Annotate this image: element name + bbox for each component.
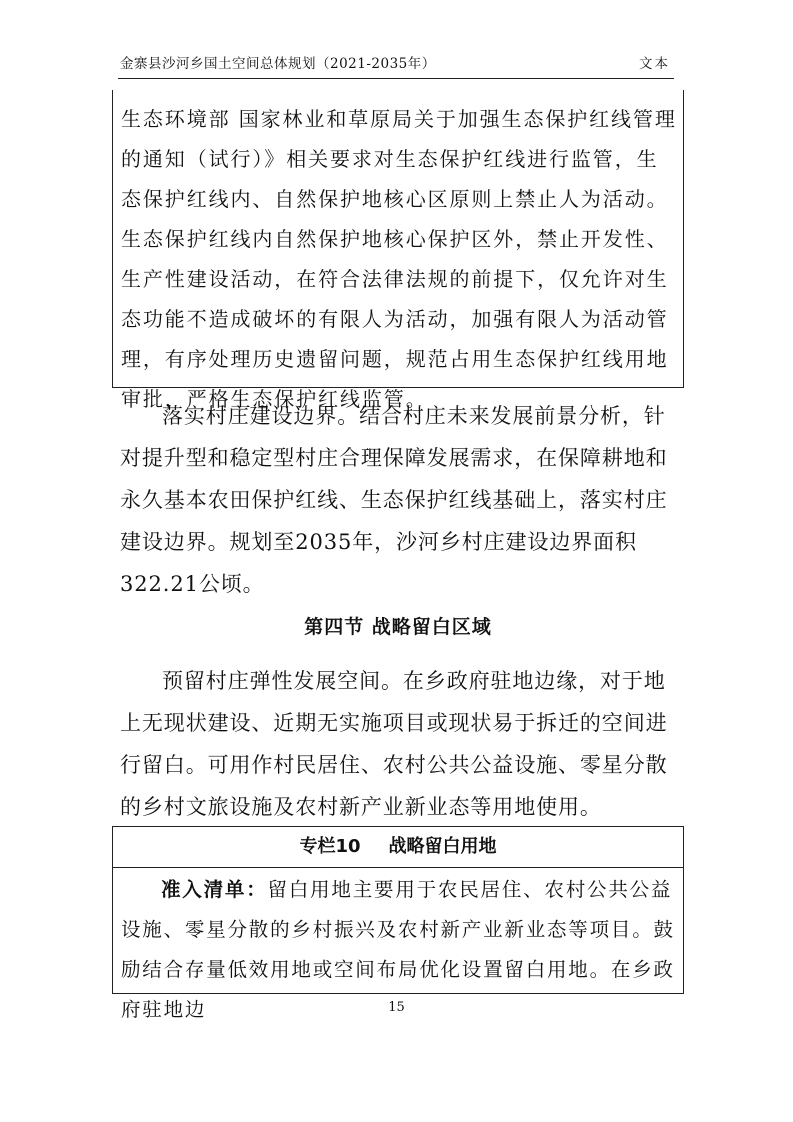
policy-box-continued: [112, 90, 684, 411]
column-title: 战略留白用地: [388, 836, 497, 857]
header-doc-type: 文本: [639, 56, 670, 72]
page-number: 15: [388, 1000, 405, 1015]
column-number: 专栏10: [299, 836, 361, 857]
policy-box-text: 生态环境部 国家林业和草原局关于加强生态保护红线管理的通知（试行）》相关要求对生态保护红线进行监管，生态保护红线内、自然保护地核心区原则上禁止人为活动。生态保护红线内自然保护地核心保护区外，禁止开发性、生产性建设活动，在符合法律法规的前提下，仅允许对生态功能不造成破坏的有限人为活动，加强有限人为活动管理，有序处理历史遗留问题，规范占用生态保护红线用地审批，严格生态保护红线监管。: [121, 107, 677, 411]
paragraph-village-boundary: 落实村庄建设边界。结合村庄未来发展前景分析，针对提升型和稳定型村庄合理保障发展需求，在保障耕地和永久基本农田保护红线、生态保护红线基础上，落实村庄建设边界。规划至2035年，沙河乡村庄建设边界面积322.21公顷。: [120, 404, 668, 596]
section-title: 第四节 战略留白区域: [304, 616, 492, 638]
column-body: 留白用地主要用于农民居住、农村公共公益设施、零星分散的乡村振兴及农村新产业新业态等项目。鼓励结合存量低效用地或空间布局优化设置留白用地。在乡政府驻地边: [121, 878, 675, 1021]
column-title-row: [113, 827, 683, 868]
header-title: 金寨县沙河乡国土空间总体规划（2021-2035年）: [120, 56, 436, 72]
page-header: [118, 44, 674, 79]
column-lead: 准入清单：: [161, 878, 268, 901]
paragraph-reserved-space: 预留村庄弹性发展空间。在乡政府驻地边缘，对于地上无现状建设、近期无实施项目或现状易于拆迁的空间进行留白。可用作村民居住、农村公共公益设施、零星分散的乡村文旅设施及农村新产业新业态等用地使用。: [120, 669, 668, 819]
